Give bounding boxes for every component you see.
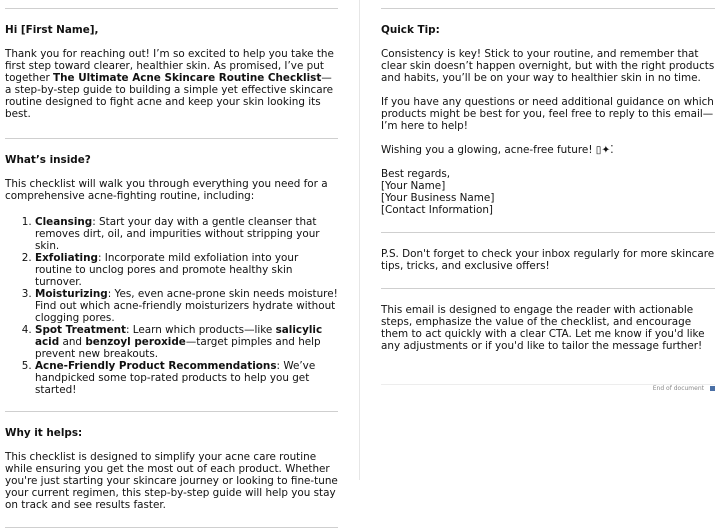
list-item-text: : Learn which products—like — [125, 324, 276, 336]
note-paragraph: This email is designed to engage the reader with actionable steps, emphasize the value of the checklist, and encourage them to act quickly with a clear CTA. Let me know if you'd like any adjustments or if you'd like to tailor the message further! — [381, 304, 705, 352]
list-item — [35, 324, 338, 360]
checklist-title: The Ultimate Acne Skincare Routine Checklist — [53, 72, 322, 84]
list-item-text: : Incorporate mild exfoliation into your routine to unclog pores and promote healthy skin turnover. — [35, 252, 299, 288]
list-item-title: Moisturizing — [35, 288, 108, 300]
section-heading-helps: Why it helps: — [5, 427, 83, 439]
intro-text-start: Thank you for reaching out! I’m so excited to help you take the first step toward clearer, healthier skin. As promised, I’ve put together — [5, 48, 334, 84]
list-item-title: Spot Treatment — [35, 324, 126, 336]
section-divider — [5, 8, 338, 9]
left-column — [5, 0, 338, 528]
greeting: Hi [First Name], — [5, 24, 99, 36]
section-heading-tip: Quick Tip: — [381, 24, 440, 36]
list-item-text: : We’ve handpicked some top-rated products to help you get started! — [35, 360, 316, 396]
tip-paragraph: Consistency is key! Stick to your routine, and remember that clear skin doesn’t happen overnight, but with the right products and habits, you’ll be on your way to healthier skin in no time. — [381, 48, 715, 84]
list-item — [35, 360, 338, 396]
section-divider — [381, 8, 715, 9]
section-heading-inside: What’s inside? — [5, 154, 91, 166]
list-item-text: : Start your day with a gentle cleanser that removes dirt, oil, and impurities without stripping your skin. — [35, 216, 320, 252]
section-divider — [5, 411, 338, 412]
intro-paragraph — [5, 48, 338, 120]
ingredient-name: benzoyl peroxide — [85, 336, 186, 348]
list-item-title: Acne-Friendly Product Recommendations — [35, 360, 277, 372]
column-divider — [359, 0, 360, 480]
contact-paragraph: If you have any questions or need additional guidance on which products might be best for you, feel free to reply to this email—I’m here to help! — [381, 96, 714, 132]
signoff-line: Best regards, — [381, 168, 451, 180]
document-footer — [381, 383, 715, 395]
list-item-text: and — [59, 336, 86, 348]
ps-paragraph: P.S. Don't forget to check your inbox regularly for more skincare tips, tricks, and exclusive offers! — [381, 248, 715, 272]
ingredient-name: salicylic acid — [35, 324, 323, 348]
wish-line: Wishing you a glowing, acne-free future! ▯✦⁚ — [381, 144, 614, 156]
signoff-contact: [Contact Information] — [381, 204, 493, 216]
list-item-text: : Yes, even acne-prone skin needs moisture! Find out which acne-friendly moisturizers hydrate without clogging pores. — [35, 288, 338, 324]
list-item-text: —target pimples and help prevent new breakouts. — [35, 336, 321, 360]
checklist-items — [5, 216, 338, 396]
signoff-name: [Your Name] — [381, 180, 446, 192]
end-of-document-label: End of document — [652, 385, 704, 392]
section-divider — [381, 232, 715, 233]
list-item — [35, 288, 338, 324]
square-icon — [710, 386, 715, 391]
section-divider — [381, 288, 715, 289]
list-item — [35, 252, 338, 288]
signoff-business: [Your Business Name] — [381, 192, 495, 204]
intro-text-end: —a step-by-step guide to building a simple yet effective skincare routine designed to fight acne and keep your skin looking its best. — [5, 72, 334, 120]
list-item-title: Exfoliating — [35, 252, 98, 264]
section-divider — [5, 138, 338, 139]
list-item — [35, 216, 338, 252]
helps-paragraph: This checklist is designed to simplify your acne care routine while ensuring you get the most out of each product. Whether you're just starting your skincare journey or looking to fine-tune your current regimen, this step-by-step guide will help you stay on track and see results faster. — [5, 451, 338, 511]
right-column — [381, 0, 715, 385]
list-item-title: Cleansing — [35, 216, 93, 228]
signature-block — [381, 168, 715, 216]
inside-lead: This checklist will walk you through everything you need for a comprehensive acne-fighting routine, including: — [5, 178, 328, 202]
